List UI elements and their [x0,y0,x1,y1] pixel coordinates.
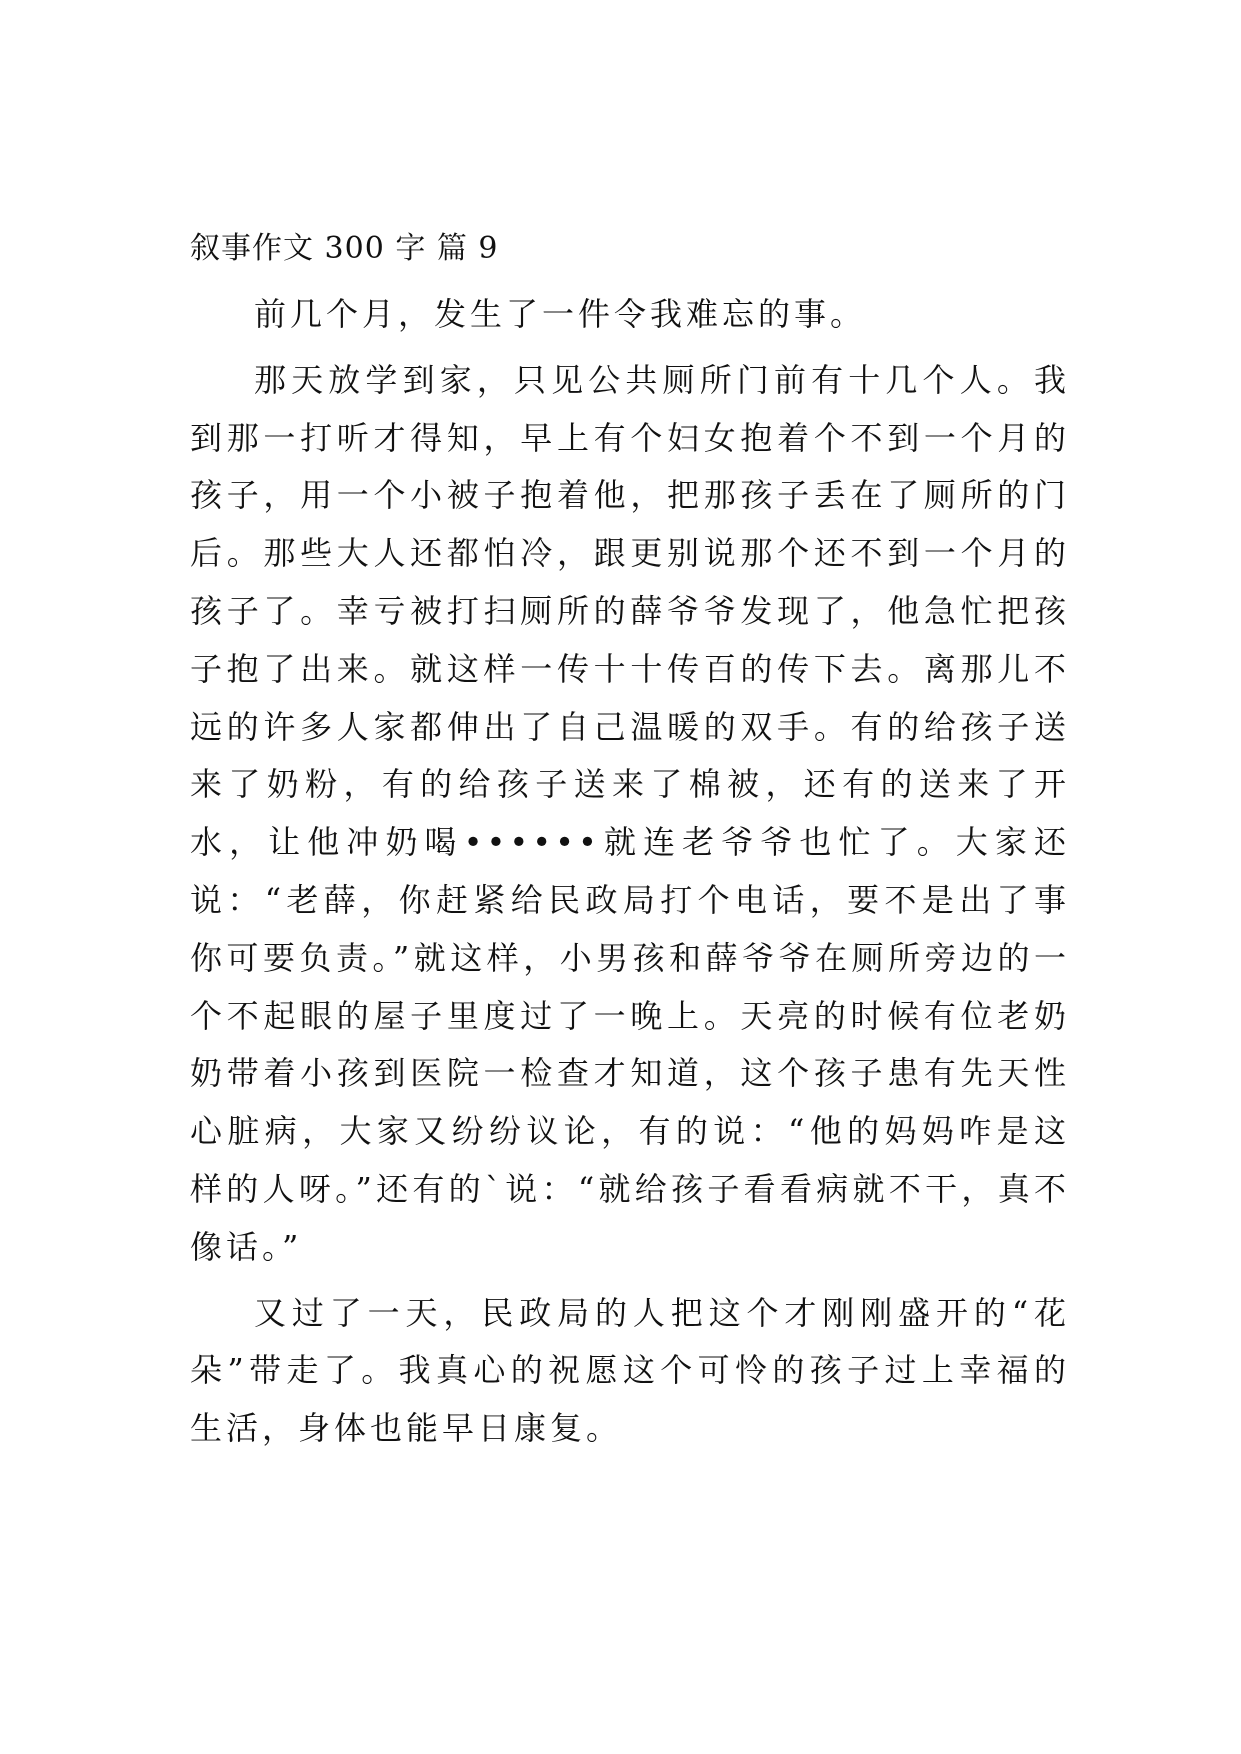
document-title: 叙事作文 300 字 篇 9 [190,231,499,266]
document-body [190,220,1070,1466]
paragraph-1: 前几个月，发生了一件令我难忘的事。 [254,295,867,333]
paragraph-3: 又过了一天，民政局的人把这个才刚刚盛开的“花朵”带走了。我真心的祝愿这个可怜的孩子过上幸福的生活，身体也能早日康复。 [190,1293,1070,1448]
paragraph-2: 那天放学到家，只见公共厕所门前有十几个人。我到那一打听才得知，早上有个妇女抱着个不到一个月的孩子，用一个小被子抱着他，把那孩子丢在了厕所的门后。那些大人还都怕冷，跟更别说那个还不到一个月的孩子了。幸亏被打扫厕所的薛爷爷发现了，他急忙把孩子抱了出来。就这样一传十十传百的传下去。离那儿不远的许多人家都伸出了自己温暖的双手。有的给孩子送来了奶粉，有的给孩子送来了棉被，还有的送来了开水，让他冲奶喝••••••就连老爷爷也忙了。大家还说：“老薛，你赶紧给民政局打个电话，要不是出了事你可要负责。”就这样，小男孩和薛爷爷在厕所旁边的一个不起眼的屋子里度过了一晚上。天亮的时候有位老奶奶带着小孩到医院一检查才知道，这个孩子患有先天性心脏病，大家又纷纷议论，有的说：“他的妈妈咋是这样的人呀。”还有的`说：“就给孩子看看病就不干，真不像话。” [190,360,1070,1266]
